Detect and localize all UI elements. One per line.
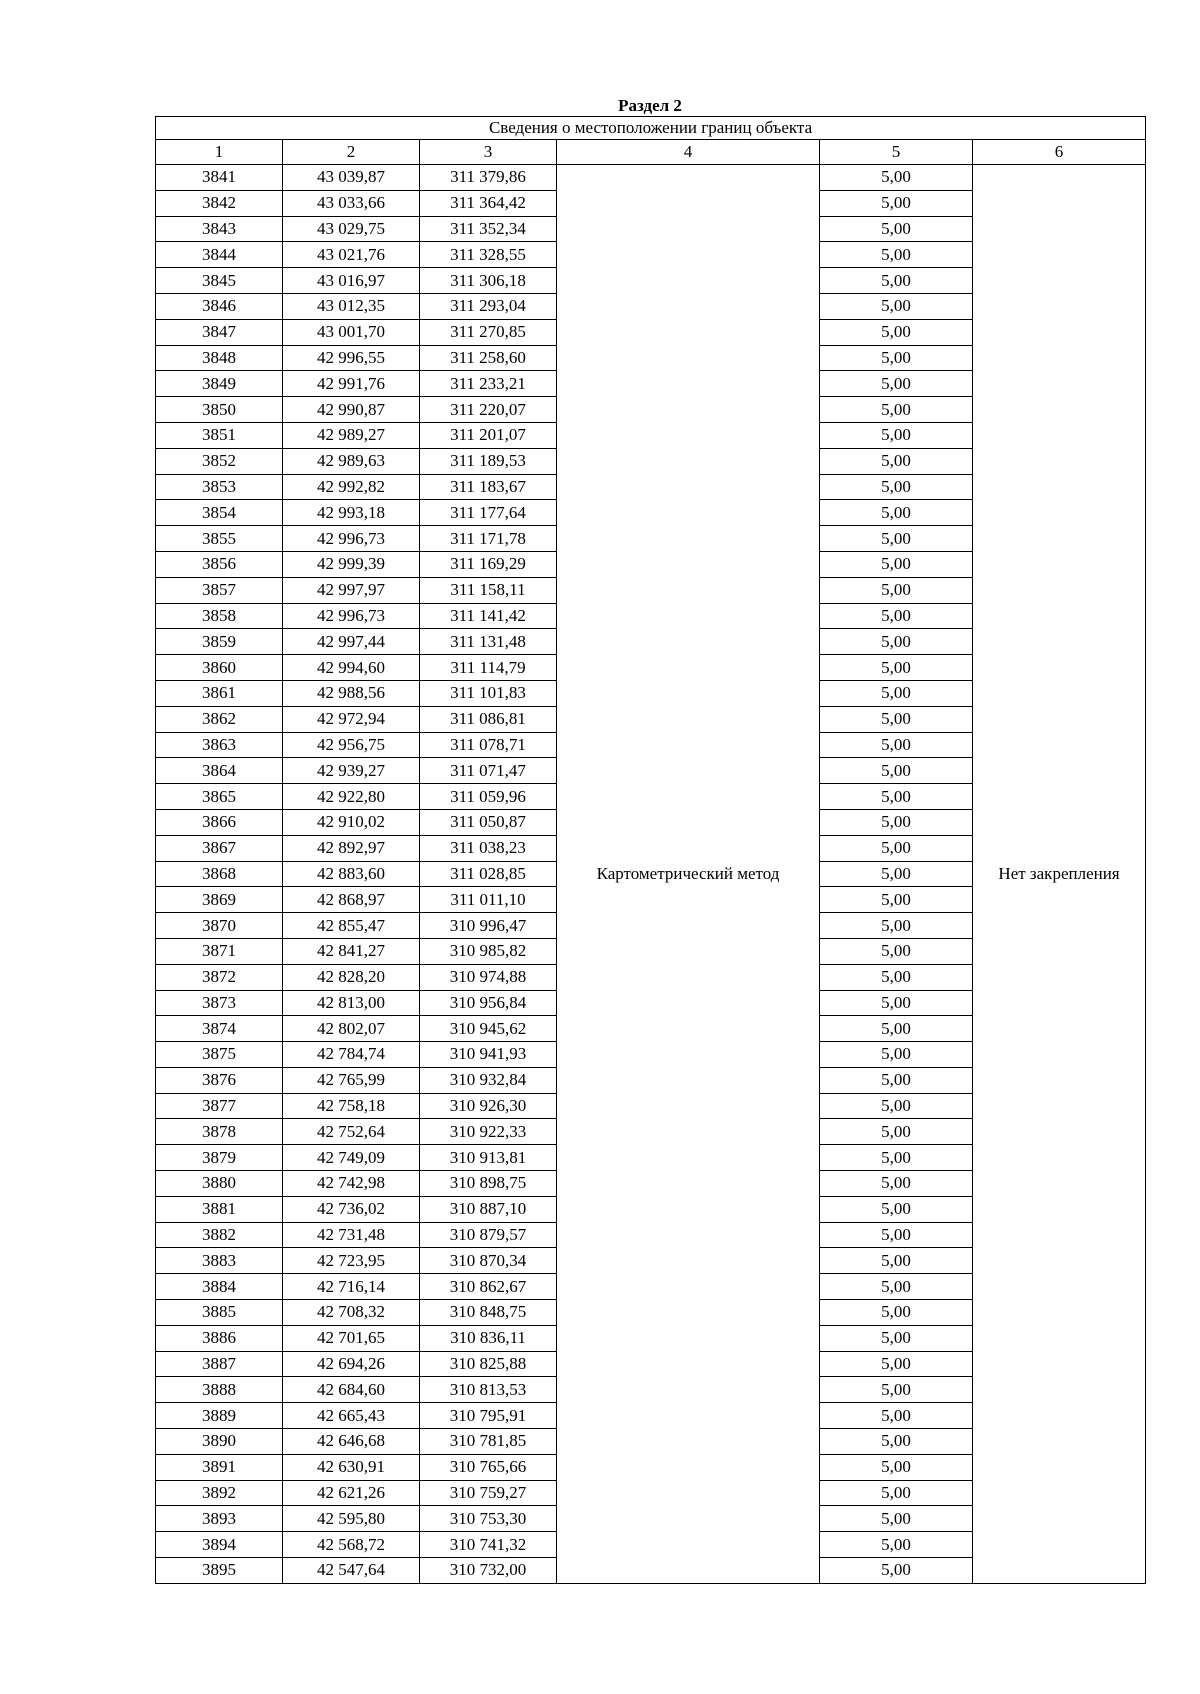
- column-header-6: 6: [973, 140, 1146, 165]
- accuracy-cell: 5,00: [820, 1454, 973, 1480]
- accuracy-cell: 5,00: [820, 293, 973, 319]
- point-number-cell: 3889: [156, 1403, 283, 1429]
- coordinate-x-cell: 42 994,60: [283, 655, 420, 681]
- point-number-cell: 3856: [156, 551, 283, 577]
- accuracy-cell: 5,00: [820, 603, 973, 629]
- accuracy-cell: 5,00: [820, 732, 973, 758]
- coordinate-x-cell: 42 892,97: [283, 835, 420, 861]
- point-number-cell: 3855: [156, 526, 283, 552]
- point-number-cell: 3849: [156, 371, 283, 397]
- coordinate-x-cell: 42 855,47: [283, 913, 420, 939]
- accuracy-cell: 5,00: [820, 474, 973, 500]
- coordinate-y-cell: 310 945,62: [420, 1016, 557, 1042]
- point-number-cell: 3888: [156, 1377, 283, 1403]
- point-number-cell: 3854: [156, 500, 283, 526]
- point-number-cell: 3878: [156, 1119, 283, 1145]
- table-body: [156, 165, 1146, 1584]
- accuracy-cell: 5,00: [820, 938, 973, 964]
- accuracy-cell: 5,00: [820, 1377, 973, 1403]
- point-number-cell: 3879: [156, 1145, 283, 1171]
- coordinate-x-cell: 42 758,18: [283, 1093, 420, 1119]
- point-number-cell: 3847: [156, 319, 283, 345]
- coordinate-y-cell: 310 941,93: [420, 1042, 557, 1068]
- accuracy-cell: 5,00: [820, 216, 973, 242]
- coordinate-x-cell: 42 742,98: [283, 1171, 420, 1197]
- coordinate-y-cell: 311 071,47: [420, 758, 557, 784]
- accuracy-cell: 5,00: [820, 629, 973, 655]
- accuracy-cell: 5,00: [820, 190, 973, 216]
- point-number-cell: 3850: [156, 397, 283, 423]
- coordinate-y-cell: 310 732,00: [420, 1558, 557, 1584]
- coordinate-x-cell: 42 708,32: [283, 1300, 420, 1326]
- coordinate-x-cell: 42 997,97: [283, 577, 420, 603]
- coordinate-x-cell: 42 868,97: [283, 887, 420, 913]
- point-number-cell: 3864: [156, 758, 283, 784]
- accuracy-cell: 5,00: [820, 1429, 973, 1455]
- coordinate-y-cell: 311 141,42: [420, 603, 557, 629]
- coordinate-x-cell: 42 922,80: [283, 784, 420, 810]
- coordinate-y-cell: 311 270,85: [420, 319, 557, 345]
- accuracy-cell: 5,00: [820, 758, 973, 784]
- accuracy-cell: 5,00: [820, 706, 973, 732]
- coordinate-x-cell: 42 972,94: [283, 706, 420, 732]
- point-number-cell: 3843: [156, 216, 283, 242]
- accuracy-cell: 5,00: [820, 913, 973, 939]
- point-number-cell: 3851: [156, 422, 283, 448]
- point-number-cell: 3882: [156, 1222, 283, 1248]
- column-header-3: 3: [420, 140, 557, 165]
- coordinate-x-cell: 42 684,60: [283, 1377, 420, 1403]
- coordinate-x-cell: 43 033,66: [283, 190, 420, 216]
- coordinate-y-cell: 311 086,81: [420, 706, 557, 732]
- coordinate-x-cell: 42 752,64: [283, 1119, 420, 1145]
- coordinate-x-cell: 42 990,87: [283, 397, 420, 423]
- accuracy-cell: 5,00: [820, 165, 973, 191]
- accuracy-cell: 5,00: [820, 242, 973, 268]
- point-number-cell: 3852: [156, 448, 283, 474]
- point-number-cell: 3880: [156, 1171, 283, 1197]
- point-number-cell: 3883: [156, 1248, 283, 1274]
- accuracy-cell: 5,00: [820, 345, 973, 371]
- coordinate-x-cell: 43 029,75: [283, 216, 420, 242]
- coordinate-y-cell: 310 870,34: [420, 1248, 557, 1274]
- coordinate-x-cell: 42 595,80: [283, 1506, 420, 1532]
- coordinate-x-cell: 42 828,20: [283, 964, 420, 990]
- coordinate-x-cell: 42 765,99: [283, 1067, 420, 1093]
- coordinate-y-cell: 311 233,21: [420, 371, 557, 397]
- accuracy-cell: 5,00: [820, 1480, 973, 1506]
- accuracy-cell: 5,00: [820, 500, 973, 526]
- coordinate-y-cell: 310 996,47: [420, 913, 557, 939]
- coordinate-x-cell: 42 989,63: [283, 448, 420, 474]
- accuracy-cell: 5,00: [820, 680, 973, 706]
- accuracy-cell: 5,00: [820, 1222, 973, 1248]
- coordinate-y-cell: 311 114,79: [420, 655, 557, 681]
- accuracy-cell: 5,00: [820, 964, 973, 990]
- method-cell: Картометрический метод: [557, 165, 820, 1584]
- point-number-cell: 3869: [156, 887, 283, 913]
- coordinate-y-cell: 310 932,84: [420, 1067, 557, 1093]
- coordinate-y-cell: 311 364,42: [420, 190, 557, 216]
- coordinate-x-cell: 43 039,87: [283, 165, 420, 191]
- coordinate-x-cell: 42 956,75: [283, 732, 420, 758]
- coordinate-x-cell: 42 939,27: [283, 758, 420, 784]
- point-number-cell: 3870: [156, 913, 283, 939]
- column-header-2: 2: [283, 140, 420, 165]
- coordinate-y-cell: 311 220,07: [420, 397, 557, 423]
- coordinate-y-cell: 311 189,53: [420, 448, 557, 474]
- accuracy-cell: 5,00: [820, 1171, 973, 1197]
- point-number-cell: 3865: [156, 784, 283, 810]
- coordinate-x-cell: 42 621,26: [283, 1480, 420, 1506]
- accuracy-cell: 5,00: [820, 448, 973, 474]
- coordinate-x-cell: 42 992,82: [283, 474, 420, 500]
- coordinate-x-cell: 43 021,76: [283, 242, 420, 268]
- coordinate-x-cell: 42 996,73: [283, 603, 420, 629]
- column-header-5: 5: [820, 140, 973, 165]
- coordinate-x-cell: 43 012,35: [283, 293, 420, 319]
- coordinate-x-cell: 43 016,97: [283, 268, 420, 294]
- coordinate-y-cell: 310 926,30: [420, 1093, 557, 1119]
- coordinate-y-cell: 310 759,27: [420, 1480, 557, 1506]
- coordinate-y-cell: 310 879,57: [420, 1222, 557, 1248]
- coordinate-y-cell: 311 201,07: [420, 422, 557, 448]
- accuracy-cell: 5,00: [820, 268, 973, 294]
- point-number-cell: 3844: [156, 242, 283, 268]
- accuracy-cell: 5,00: [820, 319, 973, 345]
- coordinate-x-cell: 42 701,65: [283, 1325, 420, 1351]
- point-number-cell: 3842: [156, 190, 283, 216]
- coordinate-y-cell: 310 813,53: [420, 1377, 557, 1403]
- table-row: [156, 165, 1146, 191]
- point-number-cell: 3893: [156, 1506, 283, 1532]
- accuracy-cell: 5,00: [820, 1506, 973, 1532]
- column-header-1: 1: [156, 140, 283, 165]
- accuracy-cell: 5,00: [820, 526, 973, 552]
- accuracy-cell: 5,00: [820, 1300, 973, 1326]
- coordinate-x-cell: 42 999,39: [283, 551, 420, 577]
- coordinate-y-cell: 311 306,18: [420, 268, 557, 294]
- accuracy-cell: 5,00: [820, 1248, 973, 1274]
- point-number-cell: 3890: [156, 1429, 283, 1455]
- coordinate-y-cell: 310 956,84: [420, 990, 557, 1016]
- accuracy-cell: 5,00: [820, 422, 973, 448]
- coordinate-y-cell: 311 059,96: [420, 784, 557, 810]
- accuracy-cell: 5,00: [820, 1274, 973, 1300]
- accuracy-cell: 5,00: [820, 1403, 973, 1429]
- accuracy-cell: 5,00: [820, 1351, 973, 1377]
- point-number-cell: 3860: [156, 655, 283, 681]
- coordinate-x-cell: 42 802,07: [283, 1016, 420, 1042]
- coordinate-y-cell: 311 171,78: [420, 526, 557, 552]
- accuracy-cell: 5,00: [820, 551, 973, 577]
- coordinate-y-cell: 311 328,55: [420, 242, 557, 268]
- accuracy-cell: 5,00: [820, 861, 973, 887]
- coordinate-x-cell: 42 997,44: [283, 629, 420, 655]
- point-number-cell: 3876: [156, 1067, 283, 1093]
- coordinate-x-cell: 42 716,14: [283, 1274, 420, 1300]
- point-number-cell: 3846: [156, 293, 283, 319]
- point-number-cell: 3881: [156, 1196, 283, 1222]
- point-number-cell: 3866: [156, 809, 283, 835]
- accuracy-cell: 5,00: [820, 887, 973, 913]
- point-number-cell: 3861: [156, 680, 283, 706]
- coordinate-x-cell: 42 993,18: [283, 500, 420, 526]
- accuracy-cell: 5,00: [820, 1016, 973, 1042]
- coordinate-x-cell: 42 996,55: [283, 345, 420, 371]
- coordinate-x-cell: 42 694,26: [283, 1351, 420, 1377]
- accuracy-cell: 5,00: [820, 397, 973, 423]
- coordinate-x-cell: 42 736,02: [283, 1196, 420, 1222]
- coordinate-x-cell: 42 988,56: [283, 680, 420, 706]
- accuracy-cell: 5,00: [820, 809, 973, 835]
- table-caption: Сведения о местоположении границ объекта: [156, 117, 1146, 140]
- coordinate-y-cell: 311 131,48: [420, 629, 557, 655]
- accuracy-cell: 5,00: [820, 1119, 973, 1145]
- accuracy-cell: 5,00: [820, 1067, 973, 1093]
- coordinate-y-cell: 311 038,23: [420, 835, 557, 861]
- coordinate-y-cell: 310 862,67: [420, 1274, 557, 1300]
- accuracy-cell: 5,00: [820, 1093, 973, 1119]
- coordinate-y-cell: 310 765,66: [420, 1454, 557, 1480]
- point-number-cell: 3895: [156, 1558, 283, 1584]
- point-number-cell: 3877: [156, 1093, 283, 1119]
- coordinate-x-cell: 42 646,68: [283, 1429, 420, 1455]
- point-number-cell: 3885: [156, 1300, 283, 1326]
- point-number-cell: 3859: [156, 629, 283, 655]
- coordinate-y-cell: 310 781,85: [420, 1429, 557, 1455]
- coordinate-y-cell: 311 078,71: [420, 732, 557, 758]
- coordinate-x-cell: 42 996,73: [283, 526, 420, 552]
- accuracy-cell: 5,00: [820, 990, 973, 1016]
- column-header-4: 4: [557, 140, 820, 165]
- coordinate-y-cell: 311 379,86: [420, 165, 557, 191]
- point-number-cell: 3857: [156, 577, 283, 603]
- point-number-cell: 3867: [156, 835, 283, 861]
- point-number-cell: 3894: [156, 1532, 283, 1558]
- point-number-cell: 3862: [156, 706, 283, 732]
- accuracy-cell: 5,00: [820, 371, 973, 397]
- coordinate-x-cell: 42 630,91: [283, 1454, 420, 1480]
- accuracy-cell: 5,00: [820, 1532, 973, 1558]
- coordinate-y-cell: 311 183,67: [420, 474, 557, 500]
- coordinate-y-cell: 310 795,91: [420, 1403, 557, 1429]
- accuracy-cell: 5,00: [820, 1042, 973, 1068]
- accuracy-cell: 5,00: [820, 835, 973, 861]
- coordinate-y-cell: 310 753,30: [420, 1506, 557, 1532]
- coordinate-x-cell: 42 883,60: [283, 861, 420, 887]
- boundary-coordinates-table: [155, 116, 1146, 1584]
- fixing-description-cell: Нет закрепления: [973, 165, 1146, 1584]
- coordinate-x-cell: 42 568,72: [283, 1532, 420, 1558]
- point-number-cell: 3884: [156, 1274, 283, 1300]
- coordinate-y-cell: 310 887,10: [420, 1196, 557, 1222]
- point-number-cell: 3874: [156, 1016, 283, 1042]
- coordinate-y-cell: 311 101,83: [420, 680, 557, 706]
- accuracy-cell: 5,00: [820, 1145, 973, 1171]
- coordinate-y-cell: 310 741,32: [420, 1532, 557, 1558]
- accuracy-cell: 5,00: [820, 655, 973, 681]
- coordinate-y-cell: 311 177,64: [420, 500, 557, 526]
- point-number-cell: 3868: [156, 861, 283, 887]
- coordinate-x-cell: 42 841,27: [283, 938, 420, 964]
- point-number-cell: 3848: [156, 345, 283, 371]
- coordinate-y-cell: 311 169,29: [420, 551, 557, 577]
- coordinate-x-cell: 43 001,70: [283, 319, 420, 345]
- accuracy-cell: 5,00: [820, 577, 973, 603]
- accuracy-cell: 5,00: [820, 1558, 973, 1584]
- point-number-cell: 3875: [156, 1042, 283, 1068]
- coordinate-x-cell: 42 910,02: [283, 809, 420, 835]
- coordinate-x-cell: 42 749,09: [283, 1145, 420, 1171]
- coordinate-y-cell: 311 258,60: [420, 345, 557, 371]
- coordinate-x-cell: 42 784,74: [283, 1042, 420, 1068]
- coordinate-y-cell: 310 985,82: [420, 938, 557, 964]
- accuracy-cell: 5,00: [820, 784, 973, 810]
- coordinate-x-cell: 42 547,64: [283, 1558, 420, 1584]
- point-number-cell: 3845: [156, 268, 283, 294]
- coordinate-y-cell: 311 352,34: [420, 216, 557, 242]
- point-number-cell: 3892: [156, 1480, 283, 1506]
- point-number-cell: 3858: [156, 603, 283, 629]
- coordinate-x-cell: 42 813,00: [283, 990, 420, 1016]
- coordinate-x-cell: 42 665,43: [283, 1403, 420, 1429]
- point-number-cell: 3887: [156, 1351, 283, 1377]
- coordinate-y-cell: 310 922,33: [420, 1119, 557, 1145]
- coordinate-y-cell: 310 848,75: [420, 1300, 557, 1326]
- coordinate-x-cell: 42 991,76: [283, 371, 420, 397]
- coordinate-y-cell: 311 158,11: [420, 577, 557, 603]
- coordinate-y-cell: 310 836,11: [420, 1325, 557, 1351]
- coordinate-x-cell: 42 731,48: [283, 1222, 420, 1248]
- coordinate-y-cell: 310 913,81: [420, 1145, 557, 1171]
- document-sheet: [155, 96, 1145, 1584]
- point-number-cell: 3873: [156, 990, 283, 1016]
- point-number-cell: 3853: [156, 474, 283, 500]
- coordinate-y-cell: 311 050,87: [420, 809, 557, 835]
- point-number-cell: 3886: [156, 1325, 283, 1351]
- coordinate-y-cell: 311 028,85: [420, 861, 557, 887]
- point-number-cell: 3871: [156, 938, 283, 964]
- point-number-cell: 3872: [156, 964, 283, 990]
- section-title: Раздел 2: [618, 96, 682, 115]
- coordinate-y-cell: 310 974,88: [420, 964, 557, 990]
- point-number-cell: 3891: [156, 1454, 283, 1480]
- point-number-cell: 3841: [156, 165, 283, 191]
- coordinate-y-cell: 311 293,04: [420, 293, 557, 319]
- accuracy-cell: 5,00: [820, 1196, 973, 1222]
- accuracy-cell: 5,00: [820, 1325, 973, 1351]
- coordinate-y-cell: 310 898,75: [420, 1171, 557, 1197]
- coordinate-x-cell: 42 989,27: [283, 422, 420, 448]
- coordinate-x-cell: 42 723,95: [283, 1248, 420, 1274]
- coordinate-y-cell: 310 825,88: [420, 1351, 557, 1377]
- point-number-cell: 3863: [156, 732, 283, 758]
- coordinate-y-cell: 311 011,10: [420, 887, 557, 913]
